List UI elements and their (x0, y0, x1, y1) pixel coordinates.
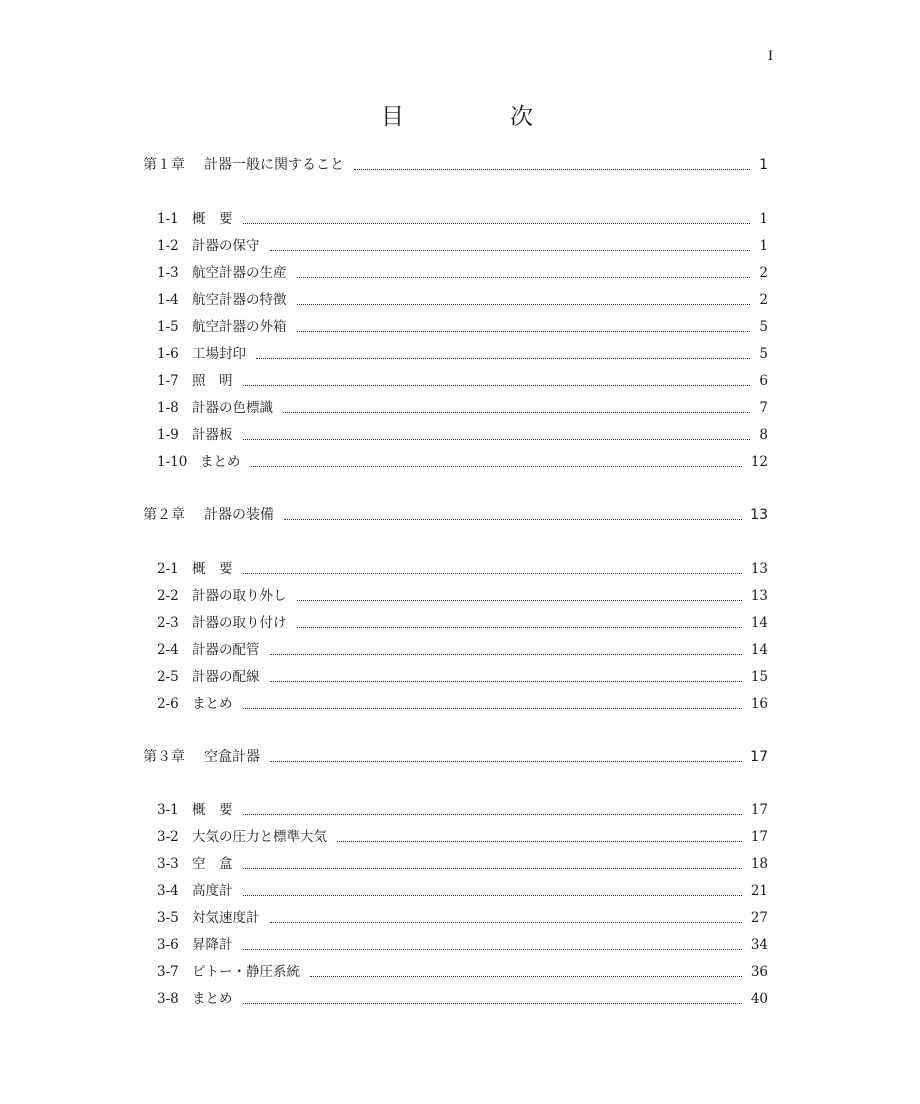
chapter-number: 第３章 (143, 749, 185, 765)
chapter-title: 空盒計器 (204, 749, 260, 765)
toc-section-row (0, 906, 920, 930)
toc-section-row (0, 261, 920, 285)
dot-leader (243, 800, 742, 815)
section-number: 1-1 (157, 211, 179, 227)
section-number: 3-8 (157, 991, 179, 1007)
page-number: I (768, 48, 773, 64)
toc-section-row (0, 825, 920, 849)
dot-leader (297, 586, 742, 601)
page-reference: 1 (759, 157, 768, 173)
dot-leader (243, 209, 750, 224)
dot-leader (243, 371, 750, 386)
section-number: 2-5 (157, 669, 179, 685)
page-reference: 14 (750, 615, 768, 631)
toc-section-row (0, 611, 920, 635)
section-title: 航空計器の特徴 (192, 292, 287, 308)
section-title: 計器の配線 (192, 669, 260, 685)
toc-section-row (0, 369, 920, 393)
page-reference: 2 (759, 265, 768, 281)
section-number: 1-4 (157, 292, 179, 308)
dot-leader (256, 344, 750, 359)
section-title: ピトー・静圧系統 (192, 964, 300, 980)
page-reference: 34 (750, 937, 768, 953)
toc-section-row (0, 692, 920, 716)
section-number: 1-7 (157, 373, 179, 389)
section-title: 計器板 (192, 427, 233, 443)
section-number: 3-2 (157, 829, 179, 845)
section-title: 計器の取り付け (192, 615, 287, 631)
page-reference: 13 (750, 561, 768, 577)
section-number: 2-2 (157, 588, 179, 604)
section-number: 1-10 (157, 454, 188, 470)
page-reference: 17 (750, 829, 768, 845)
section-number: 3-3 (157, 856, 179, 872)
section-number: 3-4 (157, 883, 179, 899)
section-number: 2-4 (157, 642, 179, 658)
dot-leader (243, 881, 742, 896)
dot-leader (243, 559, 742, 574)
toc-section-row (0, 423, 920, 447)
page-reference: 13 (750, 588, 768, 604)
dot-leader (270, 908, 742, 923)
toc-section-row (0, 960, 920, 984)
section-number: 1-9 (157, 427, 179, 443)
dot-leader (337, 827, 742, 842)
page-reference: 5 (759, 319, 768, 335)
page-reference: 13 (750, 507, 768, 523)
dot-leader (251, 452, 742, 467)
toc-section-row (0, 987, 920, 1011)
dot-leader (283, 398, 750, 413)
page-reference: 15 (750, 669, 768, 685)
dot-leader (270, 667, 742, 682)
title-char-1: 目 (381, 104, 404, 130)
page-reference: 6 (759, 373, 768, 389)
section-title: 計器の配管 (192, 642, 260, 658)
toc-section-row (0, 342, 920, 366)
page-reference: 1 (759, 211, 768, 227)
section-title: 大気の圧力と標準大気 (192, 829, 327, 845)
section-title: 概 要 (192, 211, 233, 227)
page-reference: 12 (750, 454, 768, 470)
dot-leader (297, 290, 750, 305)
page-title (0, 98, 920, 130)
dot-leader (243, 854, 742, 869)
section-title: 概 要 (192, 802, 233, 818)
dot-leader (270, 747, 742, 762)
page-reference: 5 (759, 346, 768, 362)
section-title: 概 要 (192, 561, 233, 577)
section-number: 1-3 (157, 265, 179, 281)
section-number: 3-6 (157, 937, 179, 953)
toc-section-row (0, 288, 920, 312)
page-reference: 21 (750, 883, 768, 899)
dot-leader (243, 989, 742, 1004)
dot-leader (270, 640, 742, 655)
section-title: まとめ (192, 991, 233, 1007)
section-number: 3-1 (157, 802, 179, 818)
toc-section-row (0, 557, 920, 581)
section-number: 2-6 (157, 696, 179, 712)
toc-section-row (0, 852, 920, 876)
page-reference: 27 (750, 910, 768, 926)
toc-section-row (0, 396, 920, 420)
page-reference: 17 (750, 749, 768, 765)
toc-section-row (0, 665, 920, 689)
section-number: 2-3 (157, 615, 179, 631)
section-number: 1-6 (157, 346, 179, 362)
section-number: 3-5 (157, 910, 179, 926)
toc-chapter-row (0, 153, 920, 177)
toc-section-row (0, 879, 920, 903)
page-reference: 18 (750, 856, 768, 872)
dot-leader (270, 236, 750, 251)
chapter-number: 第１章 (143, 157, 185, 173)
section-title: 昇降計 (192, 937, 233, 953)
section-number: 1-8 (157, 400, 179, 416)
section-number: 2-1 (157, 561, 179, 577)
page-reference: 7 (759, 400, 768, 416)
page-reference: 1 (759, 238, 768, 254)
section-number: 1-5 (157, 319, 179, 335)
toc-chapter-row (0, 745, 920, 769)
section-title: 対気速度計 (192, 910, 260, 926)
toc-section-row (0, 315, 920, 339)
section-title: 航空計器の生産 (192, 265, 287, 281)
page-reference: 40 (750, 991, 768, 1007)
dot-leader (354, 155, 750, 170)
section-title: 空 盒 (192, 856, 233, 872)
toc-chapter-row (0, 503, 920, 527)
dot-leader (297, 317, 750, 332)
section-title: 高度計 (192, 883, 233, 899)
section-title: 工場封印 (192, 346, 246, 362)
toc-section-row (0, 207, 920, 231)
dot-leader (297, 613, 742, 628)
section-title: 計器の取り外し (192, 588, 287, 604)
page-reference: 14 (750, 642, 768, 658)
toc-section-row (0, 234, 920, 258)
toc-section-row (0, 450, 920, 474)
dot-leader (284, 505, 742, 520)
section-title: 計器の保守 (192, 238, 260, 254)
toc-section-row (0, 798, 920, 822)
section-title: 航空計器の外箱 (192, 319, 287, 335)
dot-leader (297, 263, 750, 278)
chapter-number: 第２章 (143, 507, 185, 523)
chapter-title: 計器の装備 (204, 507, 274, 523)
section-title: まとめ (192, 696, 233, 712)
title-char-2: 次 (510, 104, 533, 130)
dot-leader (243, 694, 742, 709)
section-title: 照 明 (192, 373, 233, 389)
toc-section-row (0, 584, 920, 608)
page-reference: 36 (750, 964, 768, 980)
toc-section-row (0, 933, 920, 957)
dot-leader (243, 425, 750, 440)
toc-section-row (0, 638, 920, 662)
dot-leader (310, 962, 742, 977)
chapter-title: 計器一般に関すること (204, 157, 344, 173)
dot-leader (243, 935, 742, 950)
section-number: 3-7 (157, 964, 179, 980)
section-title: まとめ (200, 454, 241, 470)
section-title: 計器の色標識 (192, 400, 273, 416)
page-reference: 16 (750, 696, 768, 712)
section-number: 1-2 (157, 238, 179, 254)
page-reference: 2 (759, 292, 768, 308)
page-reference: 8 (759, 427, 768, 443)
page-reference: 17 (750, 802, 768, 818)
